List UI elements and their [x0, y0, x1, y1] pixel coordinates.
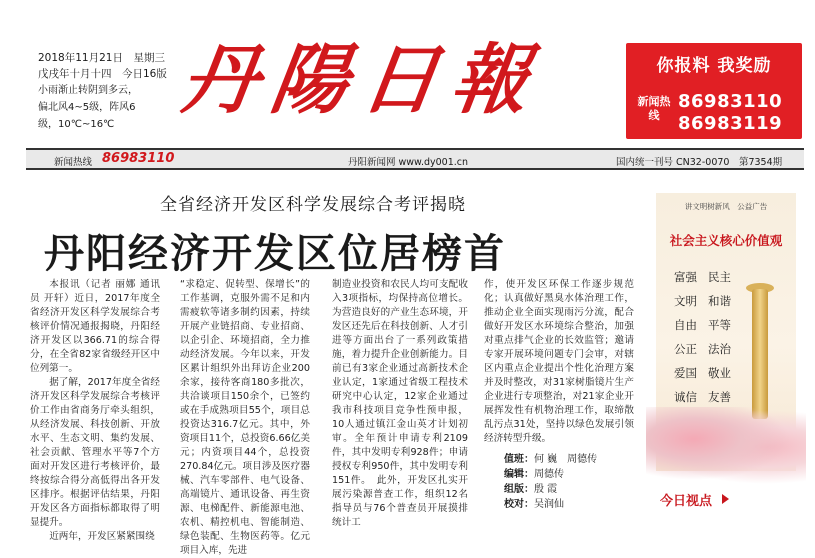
date-block: [38, 50, 167, 82]
value-item: 文明: [674, 294, 697, 308]
promo-phone-number: 86983119: [678, 113, 783, 134]
value-item: 富强: [674, 270, 697, 284]
value-item: 法治: [708, 342, 731, 356]
article-paragraph: 近两年，开发区紧紧围绕: [49, 531, 155, 542]
news-tip-promo: [626, 43, 802, 139]
value-item: 平等: [708, 318, 731, 332]
logo-text: 丹陽日報: [175, 35, 549, 124]
article-kicker: 全省经济开发区科学发展综合考评揭晓: [160, 195, 466, 215]
hotline-label: 新闻热线: [54, 157, 93, 168]
staff-name: 殷 霞: [534, 484, 558, 495]
article-column-3: 制造业投资和农民人均可支配收入3项指标，均保持高位增长。为营造良好的产业生态环境，开发区还先后在科技创新、人才引进等方面出台了一系列政策措施，着力提升企业创新能力。目前已有3家企业通过高新技术企业认定，1家通过省级工程技术研究中心认定，12家企业通过我市科技项目竞争性预申报，10人通过镇江金山英才计划初审。全年预计申请专利2109件，其中发明专利928件；申请授权专利950件，其中发明专利151件。 此外，开发区扎实开展污染源普查工作，组织12名指导员与76个普查员开展摸排统计工: [332, 279, 468, 528]
value-item: 爱国: [674, 366, 697, 380]
masthead-info-bar: [26, 148, 804, 170]
value-item: 自由: [674, 318, 697, 332]
promo-slogan: 你报料 我奖励: [656, 56, 772, 76]
ad-title: 社会主义核心价值观: [669, 233, 783, 248]
staff-name: 吴润仙: [534, 499, 564, 510]
weather-forecast: 小雨渐止转阴到多云，偏北风4~5级，阵风6级，10℃~16℃: [38, 85, 138, 130]
staff-label: 编辑：: [504, 469, 534, 480]
staff-credits: [504, 452, 597, 512]
promo-hotline-label: 新闻热线: [637, 95, 671, 122]
date-line: 2018年11月21日 星期三: [38, 52, 165, 64]
article-headline: 丹阳经济开发区位居榜首: [44, 231, 506, 277]
value-item: 公正: [674, 342, 697, 356]
value-item: 敬业: [708, 366, 731, 380]
arrow-right-icon: [722, 494, 729, 504]
website-url: 丹阳新闻网 www.dy001.cn: [348, 157, 469, 168]
ornamental-pillar-icon: [752, 289, 768, 419]
article-paragraph: 据了解，2017年度全省经济开发区科学发展综合考核评价工作由省商务厅牵头组织，从经济发展、科技创新、开放水平、生态文明、集约发展、社会贡献、管理水平等7个方面对开发区进行考核评价，最终按综合得分高低得出各开发区排序。根据评估结果，丹阳开发区各方面指标都取得了明显提升。: [30, 377, 160, 528]
ad-caption: 讲文明树新风 公益广告: [684, 202, 768, 211]
value-item: 友善: [708, 390, 731, 404]
promo-phone-number: 86983110: [678, 91, 783, 112]
article-column-2: “求稳定、促转型、保增长”的工作基调，克服外需不足和内需疲软等诸多制约因素，持续开展产业链招商、专业招商、以企引企、环境招商，全力推动经济发展。今年以来，开发区累计组织外出拜访企业200余家，接待客商180多批次，共洽谈项目150余个，已签约或在手成熟项目55个，项目总投资达316.7亿元。其中，外资项目11个，总投资6.66亿美元；内资项目44个，总投资270.84亿元。项目涉及医疗器械、汽车零部件、电气设备、高端镜片、通讯设备、再生资源、电梯配件、新能源电池、农机、精控机电、智能制造、绿色装配、生物医药等。亿元项目入库，先进: [180, 279, 310, 556]
lunar-date-line: 戊戌年十月十四 今日16版: [38, 68, 167, 80]
value-item: 民主: [708, 270, 731, 284]
staff-label: 校对：: [504, 499, 534, 510]
staff-label: 值班：: [504, 454, 534, 465]
today-viewpoint-link[interactable]: 今日视点: [660, 494, 713, 509]
article-paragraph: 本报讯（记者 丽娜 通讯员 开轩）近日，2017年度全省经济开发区科学发展综合考核评价情况通报揭晓，丹阳经济开发区以366.71的综合得分，在全省82家省级经开区中位列第一。: [30, 279, 160, 374]
article-column-4: 作，使开发区环保工作逐步规范化；认真做好黑臭水体治理工作，推动企业全面实现雨污分流，配合做好开发区水环境综合整治，加强对重点排气企业的长效监管；邀请专家开展环境问题专门会审，对辖区内重点企业提出个性化治理方案并及时整改，对31家树脂镜片生产企业进行专项整治，对21家企业开展挥发性有机物治理工作，取缔散乱污点31处，坚持以绿色发展引领经济转型升级。: [484, 279, 634, 444]
public-service-ad: [656, 193, 796, 471]
value-item: 和谐: [708, 294, 731, 308]
core-values-list: [674, 265, 744, 409]
issue-number: 国内统一刊号 CN32-0070 第7354期: [616, 157, 783, 168]
staff-name: 周德传: [534, 469, 564, 480]
newspaper-logo: [175, 34, 590, 126]
staff-label: 组版：: [504, 484, 534, 495]
value-item: 诚信: [674, 390, 697, 404]
article-column-1: [30, 278, 160, 542]
staff-name: 何 巍 周德传: [534, 454, 598, 465]
flower-decoration: [646, 407, 806, 487]
hotline-number: 86983110: [102, 151, 175, 166]
